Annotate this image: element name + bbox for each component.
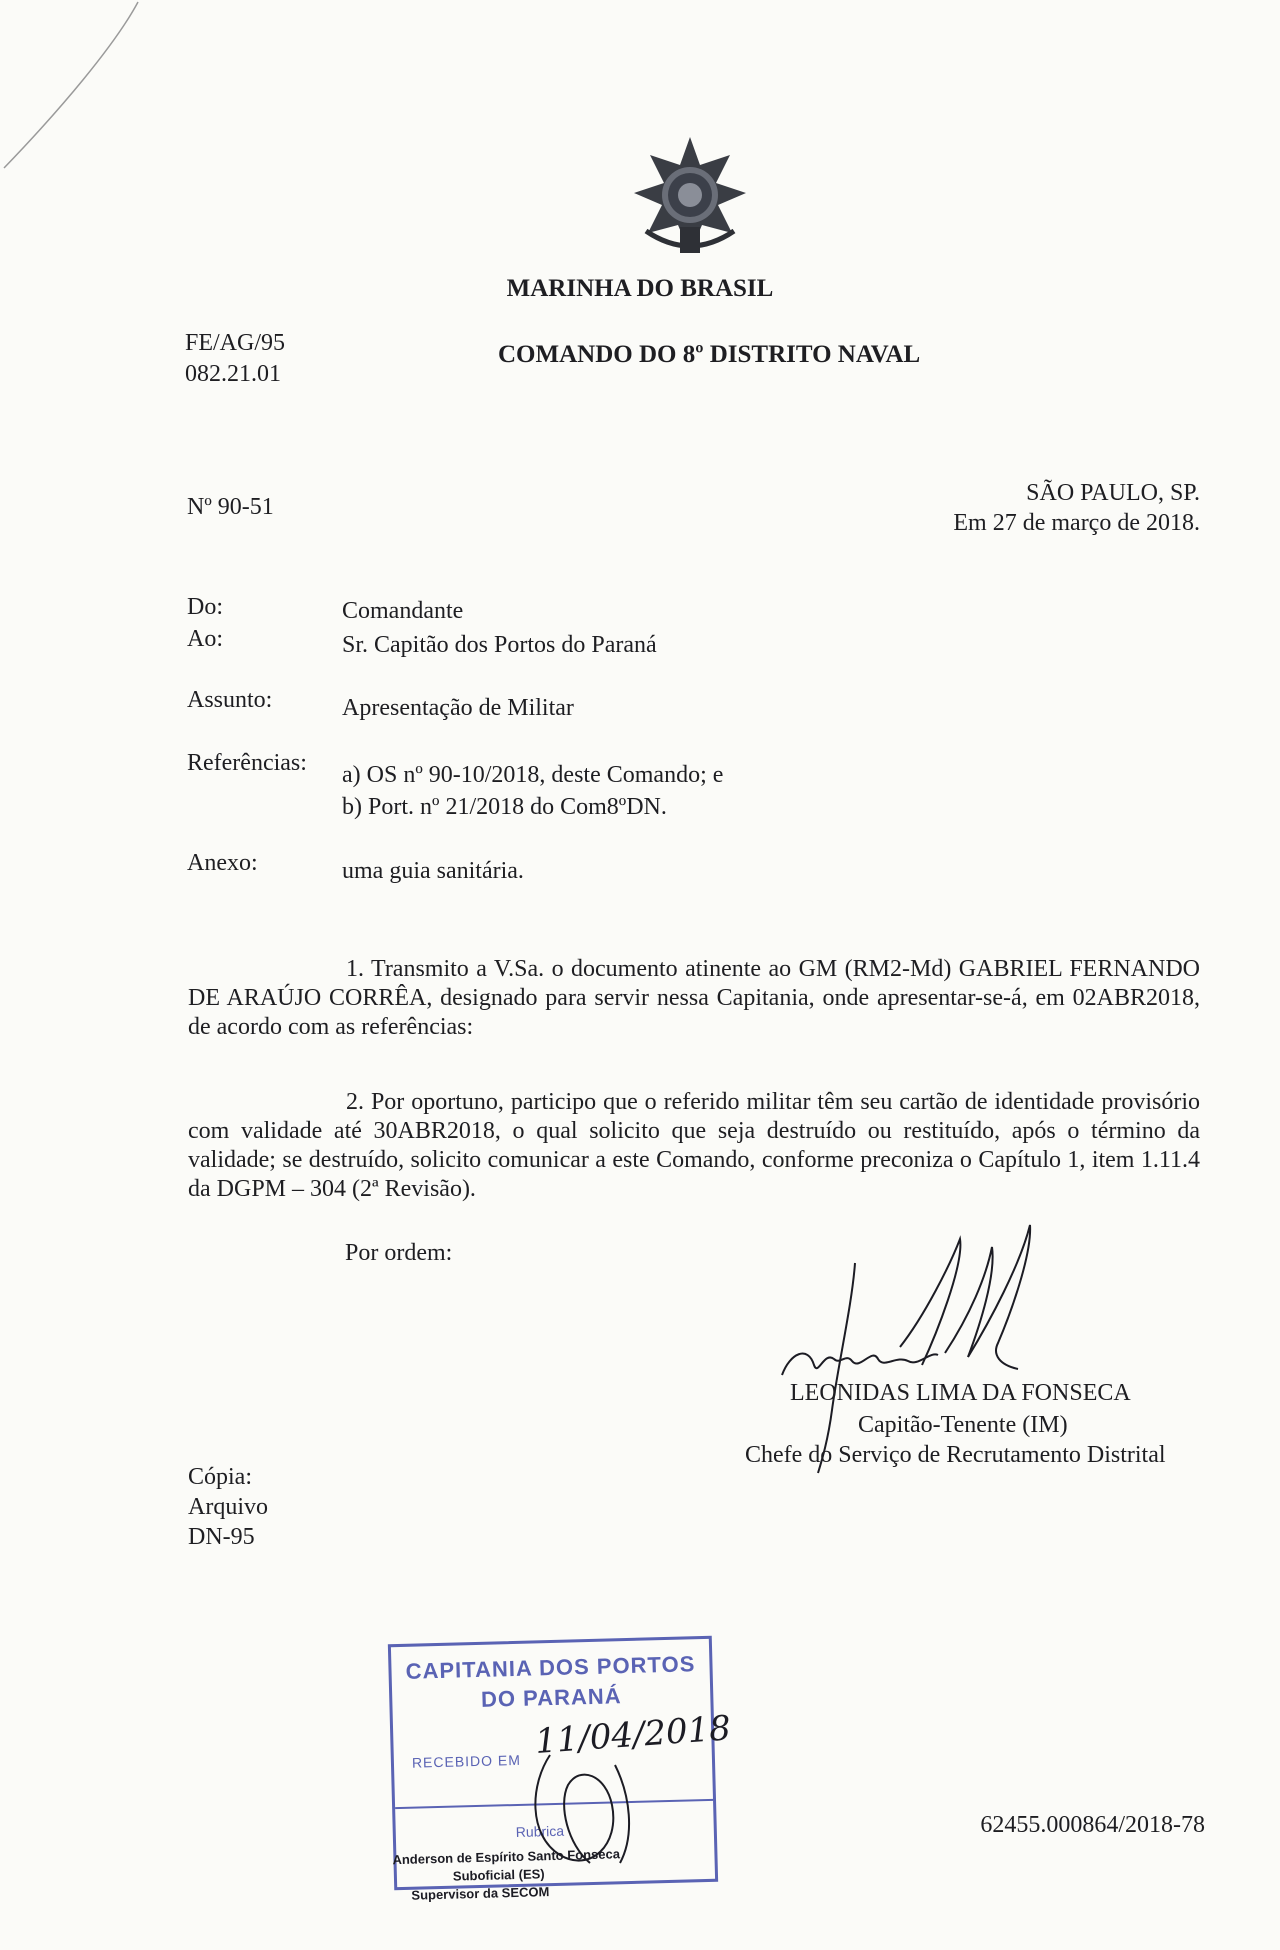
- stamp-line-1: CAPITANIA DOS PORTOS: [405, 1651, 696, 1684]
- organization-heading: MARINHA DO BRASIL: [506, 275, 774, 302]
- annex-label: Anexo:: [187, 850, 258, 876]
- document-date: Em 27 de março de 2018.: [953, 510, 1200, 536]
- body-paragraph-2: [188, 1088, 1200, 1204]
- references-label: Referências:: [187, 750, 307, 776]
- document-number: Nº 90-51: [187, 494, 274, 520]
- signatory-rank: Capitão-Tenente (IM): [858, 1412, 1068, 1438]
- from-label: Do:: [187, 594, 223, 620]
- signatory-name: LEONIDAS LIMA DA FONSECA: [790, 1380, 1131, 1406]
- body-paragraph-1: [188, 955, 1200, 1042]
- command-heading: COMANDO DO 8º DISTRITO NAVAL: [498, 341, 921, 368]
- coat-of-arms-emblem: [628, 135, 752, 259]
- subject-label: Assunto:: [187, 687, 273, 713]
- handwritten-received-date: 11/04/2018: [533, 1708, 733, 1762]
- stamp-signer-name: Anderson de Espírito Santo Fonseca: [392, 1846, 621, 1868]
- copy-archive: Arquivo: [188, 1494, 268, 1520]
- subject-value: Apresentação de Militar: [342, 695, 574, 721]
- document-city: SÃO PAULO, SP.: [1026, 480, 1200, 506]
- stamp-rubric-label: Rubrica: [515, 1822, 565, 1840]
- to-value: Sr. Capitão dos Portos do Paraná: [342, 632, 657, 658]
- protocol-number: 62455.000864/2018-78: [980, 1812, 1205, 1838]
- to-label: Ao:: [187, 626, 223, 652]
- stamp-initials-signature: [520, 1745, 660, 1875]
- from-value: Comandante: [342, 598, 464, 624]
- reference-code: FE/AG/95: [185, 330, 286, 356]
- body-paragraph-2-text: 2. Por oportuno, participo que o referido militar têm seu cartão de identidade provisório com validade até 30ABR2018, o qual solicito que seja destruído ou restituído, após o término da validade; se destruído, solicito comunicar a este Comando, conforme preconiza o Capítulo 1, item 1.11.4 da DGPM – 304 (2ª Revisão).: [188, 1089, 1200, 1202]
- scan-edge-line: [0, 0, 140, 170]
- body-paragraph-1-text: 1. Transmito a V.Sa. o documento atinente ao GM (RM2-Md) GABRIEL FERNANDO DE ARAÚJO CORRÊA, designado para servir nessa Capitania, onde apresentar-se-á, em 02ABR2018, de acordo com as referências:: [188, 956, 1200, 1040]
- reference-b: b) Port. nº 21/2018 do Com8ºDN.: [342, 794, 667, 820]
- signatory-role: Chefe do Serviço de Recrutamento Distrital: [745, 1442, 1166, 1468]
- copy-dn95: DN-95: [188, 1524, 255, 1550]
- classification-code: 082.21.01: [185, 361, 281, 387]
- stamp-received-label: RECEBIDO EM: [411, 1751, 522, 1771]
- stamp-signer-rank: Suboficial (ES): [452, 1866, 545, 1884]
- annex-value: uma guia sanitária.: [342, 858, 524, 884]
- reference-a: a) OS nº 90-10/2018, deste Comando; e: [342, 762, 724, 788]
- stamp-signer-role: Supervisor da SECOM: [411, 1884, 550, 1903]
- stamp-line-2: DO PARANÁ: [480, 1683, 622, 1712]
- copy-label: Cópia:: [188, 1464, 252, 1490]
- closing-text: Por ordem:: [345, 1240, 453, 1266]
